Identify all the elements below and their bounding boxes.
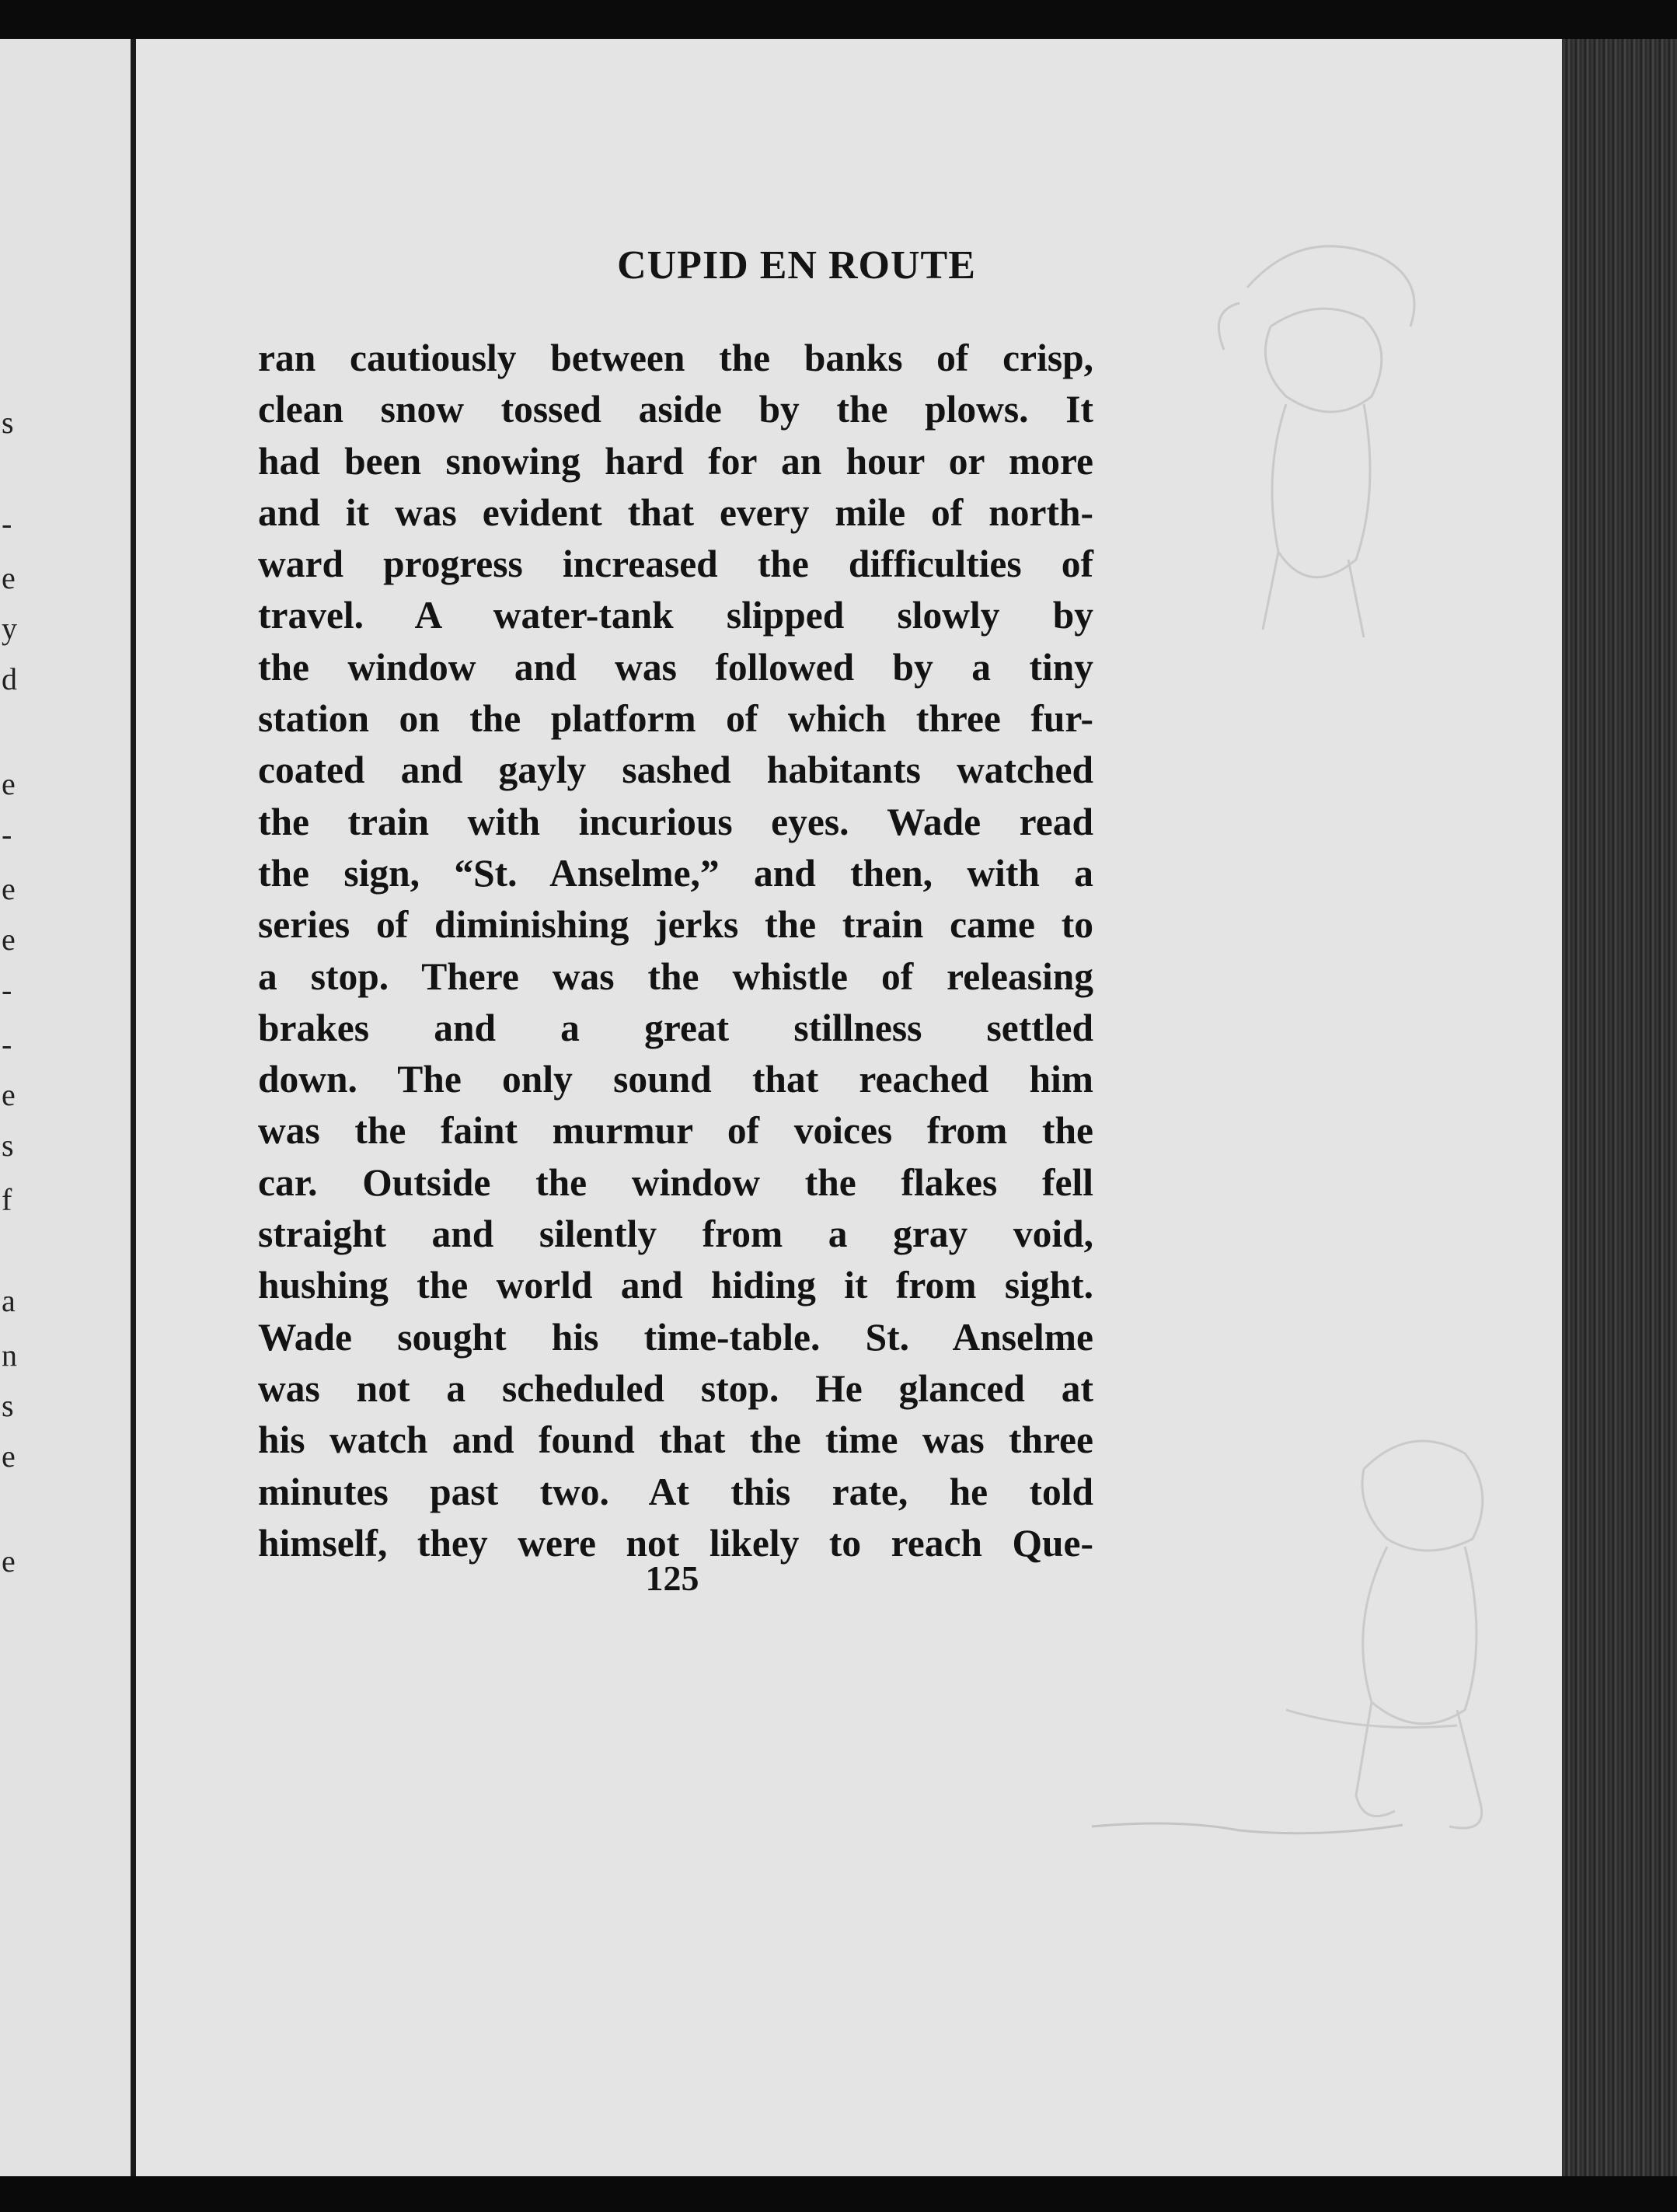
text-line: car. Outside the window the flakes fell	[258, 1160, 1093, 1204]
edge-letter: e	[2, 1077, 16, 1112]
book-spine-edge	[1562, 39, 1677, 2178]
text-line: down. The only sound that reached him	[258, 1058, 1093, 1101]
edge-letter: a	[2, 1283, 16, 1318]
edge-letter: s	[2, 405, 14, 440]
facing-page-edge-text	[0, 39, 23, 2178]
text-line: clean snow tossed aside by the plows. It	[258, 388, 1093, 431]
text-line: brakes and a great stillness settled	[258, 1006, 1093, 1049]
edge-letter: e	[2, 871, 16, 906]
facing-page	[0, 39, 134, 2178]
edge-letter: s	[2, 1128, 14, 1163]
text-line: the sign, “St. Anselme,” and then, with a	[258, 851, 1093, 895]
edge-letter: -	[2, 972, 12, 1007]
text-line: himself, they were not likely to reach Que-	[258, 1521, 1093, 1565]
text-line: was not a scheduled stop. He glanced at	[258, 1366, 1093, 1410]
text-line: coated and gayly sashed habitants watched	[258, 748, 1093, 792]
edge-letter: n	[2, 1338, 17, 1373]
text-line: ward progress increased the difficulties of	[258, 543, 1093, 586]
edge-letter: y	[2, 611, 17, 646]
text-line: and it was evident that every mile of north-	[258, 490, 1093, 534]
faint-sketch-line	[1084, 1811, 1410, 1842]
text-line: a stop. There was the whistle of releasing	[258, 954, 1093, 998]
running-head: CUPID EN ROUTE	[617, 243, 976, 288]
text-line: station on the platform of which three fur-	[258, 697, 1093, 741]
text-line: his watch and found that the time was three	[258, 1418, 1093, 1462]
scan-top-border	[0, 0, 1677, 40]
text-line: hushing the world and hiding it from sight.	[258, 1264, 1093, 1307]
edge-letter: e	[2, 1544, 16, 1579]
text-line: minutes past two. At this rate, he told	[258, 1470, 1093, 1513]
page-number: 125	[645, 1558, 699, 1598]
edge-letter: -	[2, 506, 12, 541]
edge-letter: e	[2, 922, 16, 957]
text-line: series of diminishing jerks the train came to	[258, 903, 1093, 947]
page-body-text	[258, 333, 1093, 1569]
edge-letter: -	[2, 817, 12, 852]
text-line: ran cautiously between the banks of crisp,	[258, 337, 1093, 379]
edge-letter: s	[2, 1388, 14, 1423]
text-line: Wade sought his time-table. St. Anselme	[258, 1315, 1093, 1359]
text-line: had been snowing hard for an hour or more	[258, 439, 1093, 483]
text-line: the window and was followed by a tiny	[258, 645, 1093, 689]
scan-bottom-border	[0, 2176, 1677, 2212]
edge-letter: e	[2, 766, 16, 801]
edge-letter: e	[2, 560, 16, 595]
text-line: straight and silently from a gray void,	[258, 1212, 1093, 1256]
text-line: travel. A water-tank slipped slowly by	[258, 594, 1093, 637]
edge-letter: e	[2, 1439, 16, 1474]
edge-letter: -	[2, 1027, 12, 1062]
edge-letter: f	[2, 1182, 12, 1217]
text-line: was the faint murmur of voices from the	[258, 1109, 1093, 1153]
book-gutter	[131, 39, 136, 2178]
text-line: the train with incurious eyes. Wade read	[258, 800, 1093, 843]
edge-letter: d	[2, 661, 17, 696]
